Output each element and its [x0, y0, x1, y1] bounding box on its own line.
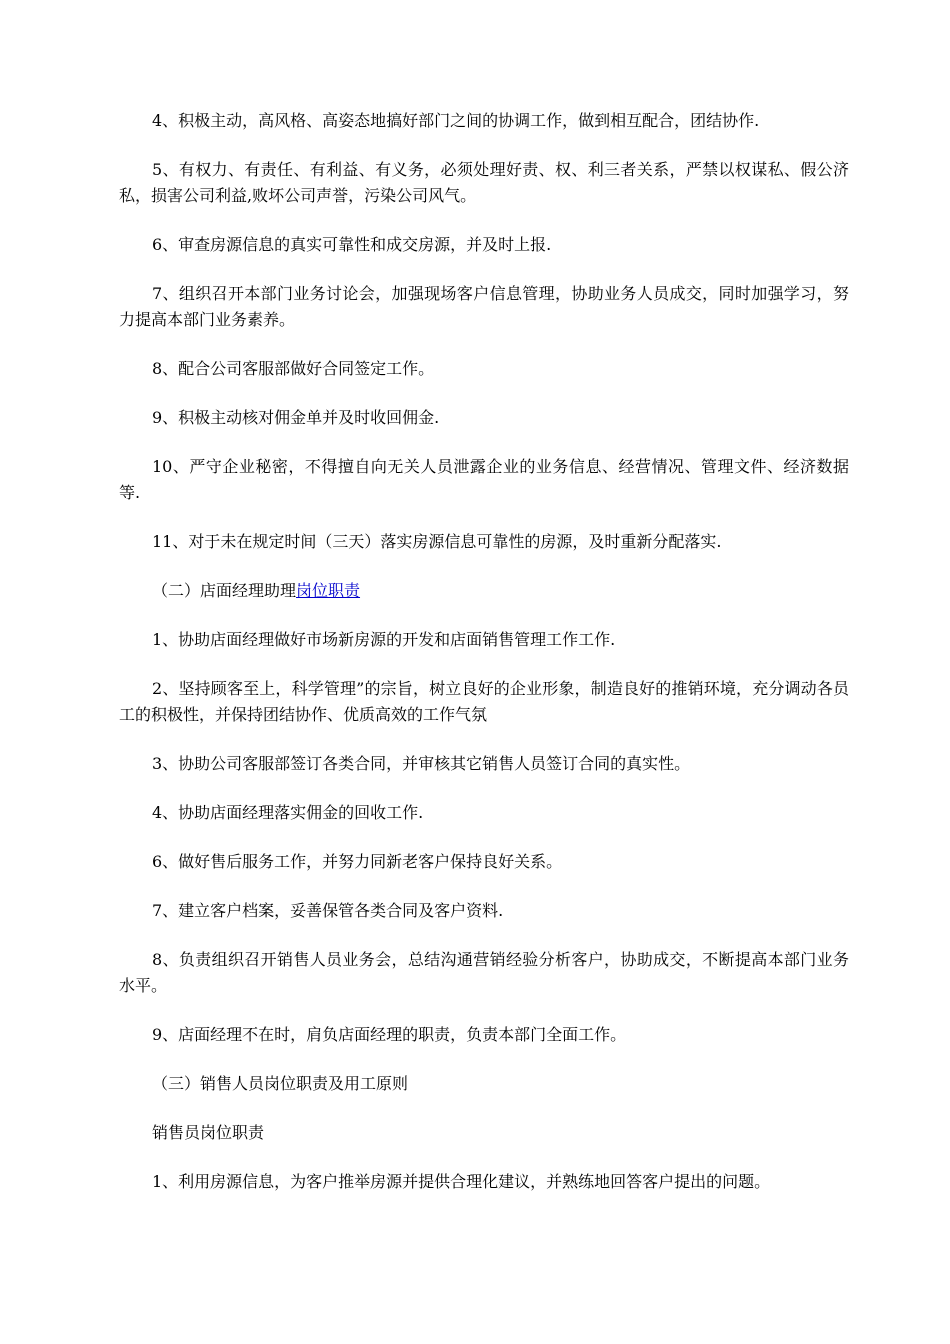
assistant-duty-item-1: 1、协助店面经理做好市场新房源的开发和店面销售管理工作工作. [152, 630, 616, 649]
assistant-duty-item-8: 8、负责组织召开销售人员业务会，总结沟通营销经验分析客户，协助成交，不断提高本部门业务水平。 [119, 950, 849, 995]
duty-item-11: 11、对于未在规定时间（三天）落实房源信息可靠性的房源，及时重新分配落实. [152, 532, 722, 551]
assistant-duty-item-4: 4、协助店面经理落实佣金的回收工作. [152, 803, 424, 822]
section-heading-sales-staff: （三）销售人员岗位职责及用工原则 [152, 1074, 409, 1093]
subheading-salesperson-duties: 销售员岗位职责 [152, 1123, 265, 1142]
duty-item-4: 4、积极主动，高风格、高姿态地搞好部门之间的协调工作，做到相互配合，团结协作. [152, 111, 760, 130]
job-duties-link[interactable]: 岗位职责 [296, 581, 361, 600]
assistant-duty-item-7: 7、建立客户档案，妥善保管各类合同及客户资料. [152, 901, 504, 920]
assistant-duty-item-9: 9、店面经理不在时，肩负店面经理的职责，负责本部门全面工作。 [152, 1025, 627, 1044]
section-heading-assistant-manager [119, 578, 849, 604]
assistant-duty-item-3: 3、协助公司客服部签订各类合同，并审核其它销售人员签订合同的真实性。 [152, 754, 691, 773]
section-heading-prefix: （二）店面经理助理 [152, 581, 297, 600]
sales-duty-item-1: 1、利用房源信息，为客户推举房源并提供合理化建议，并熟练地回答客户提出的问题。 [152, 1172, 771, 1191]
duty-item-6: 6、审查房源信息的真实可靠性和成交房源，并及时上报. [152, 235, 552, 254]
duty-item-5: 5、有权力、有责任、有利益、有义务，必须处理好责、权、利三者关系，严禁以权谋私、假公济私，损害公司利益,败坏公司声誉，污染公司风气。 [119, 160, 849, 205]
assistant-duty-item-6: 6、做好售后服务工作，并努力同新老客户保持良好关系。 [152, 852, 563, 871]
assistant-duty-item-2: 2、坚持顾客至上，科学管理”的宗旨，树立良好的企业形象，制造良好的推销环境，充分调动各员工的积极性，并保持团结协作、优质高效的工作气氛 [119, 679, 849, 724]
duty-item-7: 7、组织召开本部门业务讨论会，加强现场客户信息管理，协助业务人员成交，同时加强学习，努力提高本部门业务素养。 [119, 284, 849, 329]
duty-item-9: 9、积极主动核对佣金单并及时收回佣金. [152, 408, 440, 427]
duty-item-8: 8、配合公司客服部做好合同签定工作。 [152, 359, 435, 378]
duty-item-10: 10、严守企业秘密，不得擅自向无关人员泄露企业的业务信息、经营情况、管理文件、经济数据等. [119, 457, 849, 502]
document-body [119, 108, 849, 1218]
